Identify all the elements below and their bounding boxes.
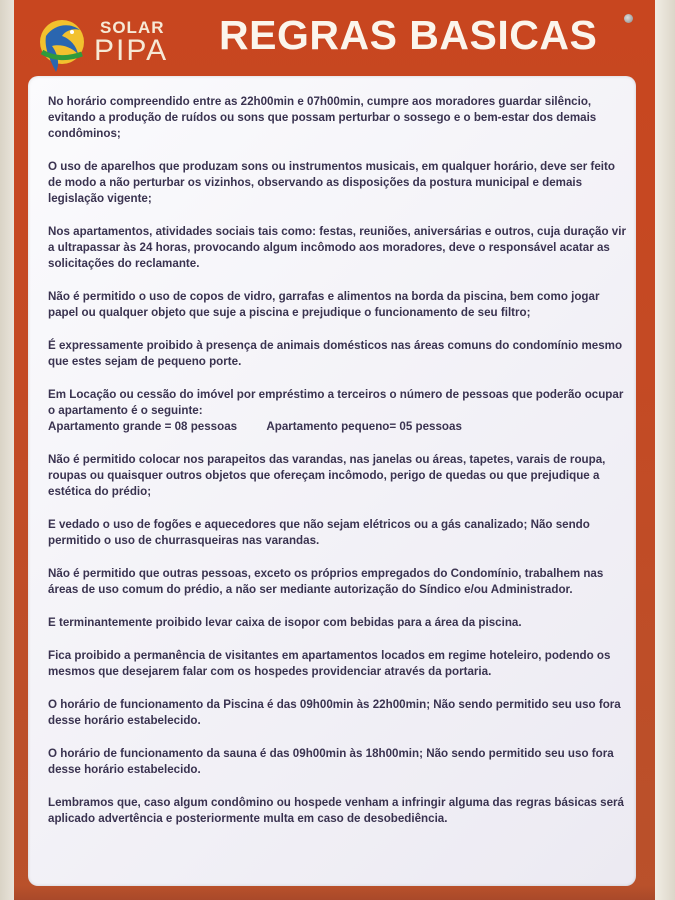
rule-pets: É expressamente proibido à presença de animais domésticos nas áreas comuns do condomínio mesmo que estes sejam de pequeno porte. [48, 339, 623, 368]
rule-sauna-hours: O horário de funcionamento da sauna é das 09h00min às 18h00min; Não sendo permitido seu uso fora desse horário estabelecido. [48, 747, 614, 776]
wall-left [0, 0, 14, 900]
solar-pipa-logo [36, 14, 196, 76]
sign-title: REGRAS BASICAS [219, 12, 598, 58]
rule-coolers: E terminantemente proibido levar caixa de isopor com bebidas para a área da piscina. [48, 616, 522, 629]
logo-pipa-text: PIPA [94, 34, 169, 67]
sign-header [14, 0, 655, 78]
rules-panel [28, 76, 636, 886]
rule-pool-glass: Não é permitido o uso de copos de vidro, garrafas e alimentos na borda da piscina, bem como jogar papel ou qualquer objeto que suje a piscina e prejudique o funcionamento de seu filtro; [48, 290, 600, 319]
rules-sign [14, 0, 655, 900]
rule-social-events: Nos apartamentos, atividades sociais tais como: festas, reuniões, aniversárias e outros, cuja duração vir a ultrapassar às 24 horas, provocando algum incômodo aos moradores, deve o responsável acatar as solicitações do reclamante. [48, 225, 626, 270]
rule-occupancy: Em Locação ou cessão do imóvel por empréstimo a terceiros o número de pessoas que poderão ocupar o apartamento é o seguinte: [48, 388, 624, 417]
rule-penalties: Lembramos que, caso algum condômino ou hospede venham a infringir alguma das regras básicas será aplicado advertência e posteriormente multa em caso de desobediência. [48, 796, 624, 825]
occupancy-limits [48, 419, 628, 435]
screw-icon [624, 14, 633, 23]
rule-sound-devices: O uso de aparelhos que produzam sons ou instrumentos musicais, em qualquer horário, deve ser feito de modo a não perturbar os vizinhos, observando as disposições da postura municipal e demais legislação vigente; [48, 160, 615, 205]
occupancy-small: Apartamento pequeno= 05 pessoas [266, 420, 462, 433]
rule-quiet-hours: No horário compreendido entre as 22h00min e 07h00min, cumpre aos moradores guardar silêncio, evitando a produção de ruídos ou sons que possam perturbar o sossego e o bem-estar dos demais condôminos; [48, 95, 597, 140]
wall-right [655, 0, 675, 900]
rule-pool-hours: O horário de funcionamento da Piscina é das 09h00min às 22h00min; Não sendo permitido seu uso fora desse horário estabelecido. [48, 698, 621, 727]
rule-visitors: Fica proibido a permanência de visitantes em apartamentos locados em regime hoteleiro, podendo os mesmos que desejarem falar com os hospedes providenciar através da portaria. [48, 649, 611, 678]
dolphin-sun-icon [36, 14, 96, 76]
sign-bottom-strip [14, 886, 655, 900]
logo-solar-text: SOLAR [100, 18, 165, 37]
occupancy-large: Apartamento grande = 08 pessoas [48, 420, 238, 433]
rules-list [48, 94, 628, 844]
rule-balconies: Não é permitido colocar nos parapeitos das varandas, nas janelas ou áreas, tapetes, varais de roupa, roupas ou quaisquer outros objetos que ofereçam incômodo, perigo de quedas ou que prejudique a estética do prédio; [48, 453, 606, 498]
rule-stoves: E vedado o uso de fogões e aquecedores que não sejam elétricos ou a gás canalizado; Não sendo permitido o uso de churrasqueiras nas varandas. [48, 518, 590, 547]
rule-common-areas: Não é permitido que outras pessoas, exceto os próprios empregados do Condomínio, trabalhem nas áreas de uso comum do prédio, a não ser mediante autorização do Síndico e/ou Administrador. [48, 567, 604, 596]
